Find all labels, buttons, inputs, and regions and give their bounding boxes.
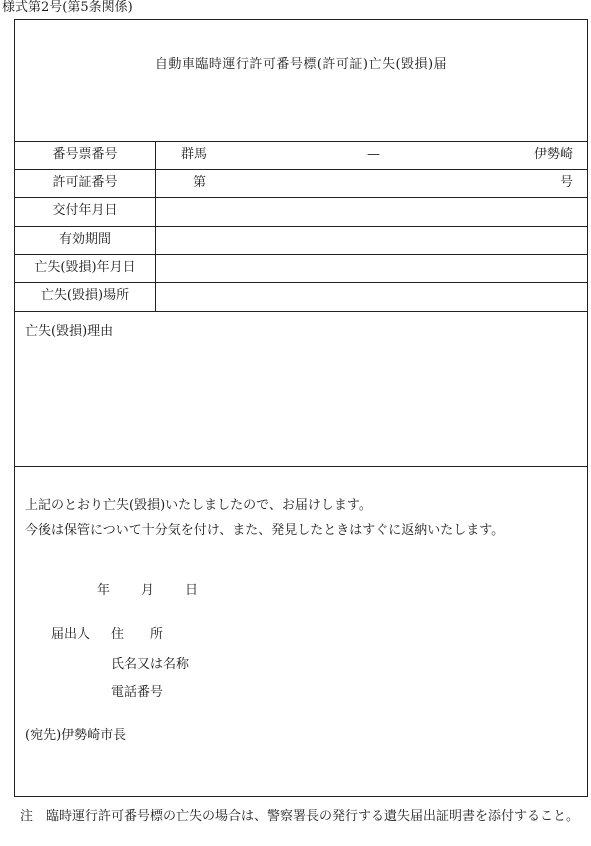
row-plate-number bbox=[15, 141, 587, 169]
row-label: 有効期間 bbox=[58, 232, 111, 247]
form-title: 自動車臨時運行許可番号標(許可証)亡失(毀損)届 bbox=[154, 57, 448, 72]
row-issue-date bbox=[15, 197, 587, 225]
row-label: 交付年月日 bbox=[52, 203, 118, 218]
date-year: 年 bbox=[97, 583, 111, 598]
permit-suffix: 号 bbox=[559, 175, 573, 190]
divider bbox=[15, 311, 587, 312]
divider bbox=[15, 466, 587, 467]
row-label: 許可証番号 bbox=[52, 175, 118, 190]
statement-line-1: 上記のとおり亡失(毀損)いたしましたので、お届けします。 bbox=[25, 498, 372, 513]
addressee: (宛先)伊勢崎市長 bbox=[25, 728, 127, 743]
row-label: 亡失(毀損)年月日 bbox=[34, 260, 136, 275]
footnote: 注 臨時運行許可番号標の亡失の場合は、警察署長の発行する遺失届出証明書を添付すること。 bbox=[20, 809, 580, 824]
row-label: 番号票番号 bbox=[52, 147, 118, 162]
applicant-address-label: 住 所 bbox=[111, 627, 164, 642]
form-number-label: 様式第2号(第5条関係) bbox=[2, 0, 133, 15]
plate-city: 伊勢崎 bbox=[533, 147, 573, 162]
row-loss-place bbox=[15, 282, 587, 310]
form-frame bbox=[14, 19, 588, 797]
applicant-name-label: 氏名又は名称 bbox=[111, 657, 190, 672]
row-loss-date bbox=[15, 254, 587, 282]
applicant-label: 届出人 bbox=[51, 627, 91, 642]
plate-dash: — bbox=[367, 147, 380, 162]
applicant-phone-label: 電話番号 bbox=[111, 685, 164, 700]
date-day: 日 bbox=[185, 583, 199, 598]
date-month: 月 bbox=[141, 583, 155, 598]
statement-line-2: 今後は保管について十分気を付け、また、発見したときはすぐに返納いたします。 bbox=[25, 523, 505, 538]
permit-prefix: 第 bbox=[193, 175, 207, 190]
row-permit-number bbox=[15, 169, 587, 197]
plate-prefecture: 群馬 bbox=[181, 147, 208, 162]
row-validity-period bbox=[15, 226, 587, 254]
loss-reason-label: 亡失(毀損)理由 bbox=[25, 324, 114, 339]
row-label: 亡失(毀損)場所 bbox=[40, 288, 130, 303]
